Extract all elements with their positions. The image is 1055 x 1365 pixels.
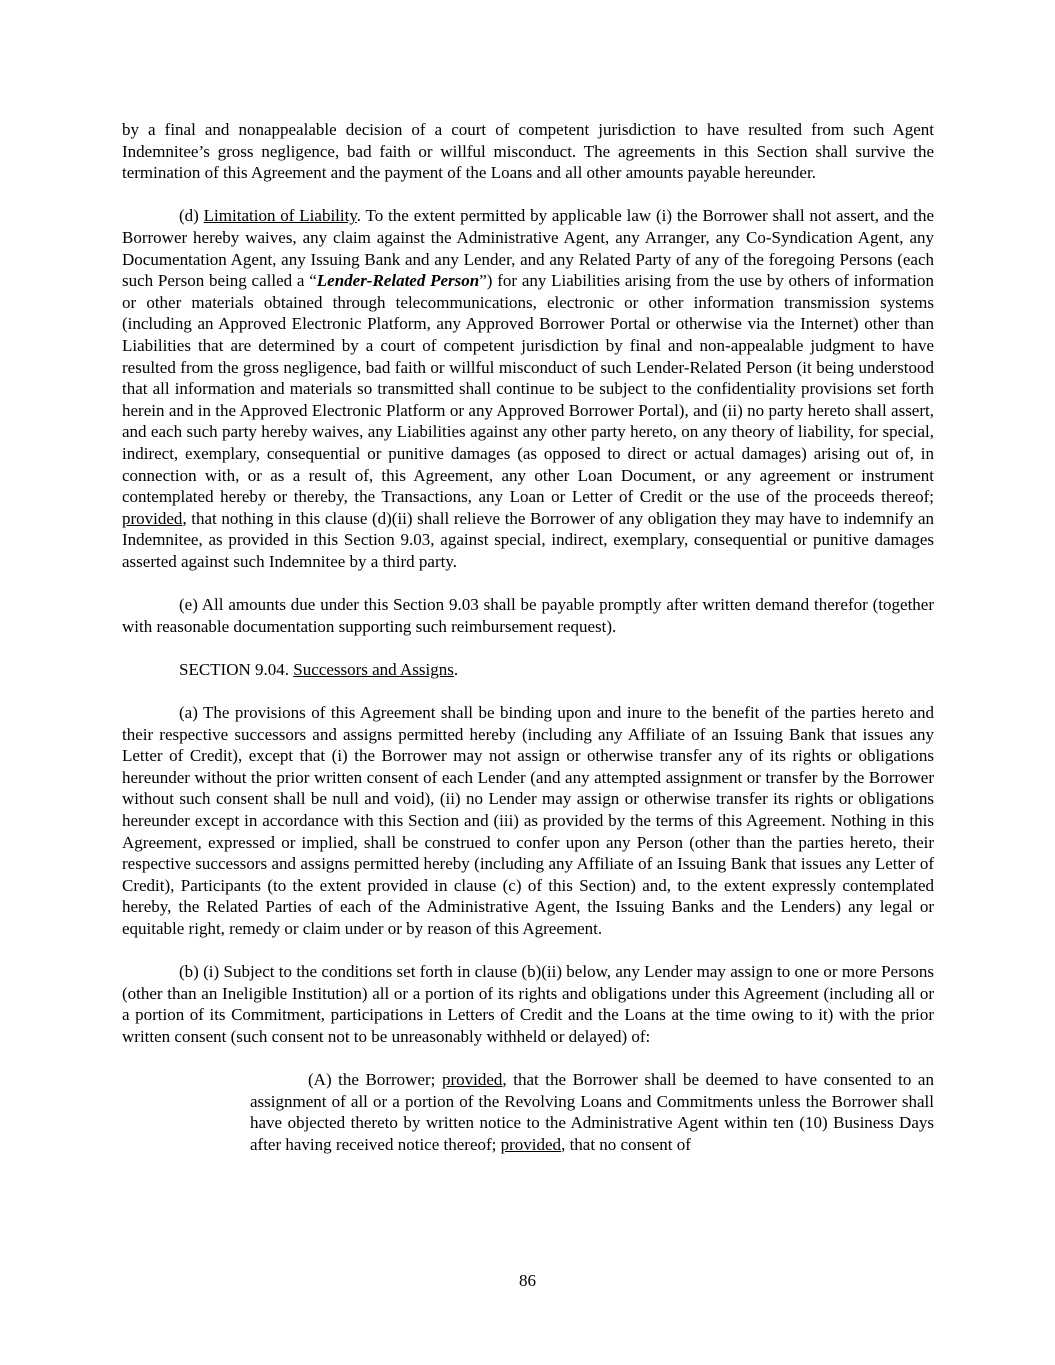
text-run: provided (441, 1070, 503, 1090)
text-run: SECTION 9.04. (179, 659, 294, 679)
section-heading-9-04-successors-and-assigns (122, 659, 934, 681)
paragraph-A-borrower-consent (250, 1069, 934, 1155)
text-run: (A) the Borrower; (308, 1070, 442, 1090)
paragraph-e-amounts-due (122, 594, 934, 637)
text-run: , that no consent of (561, 1134, 691, 1154)
paragraph-b-lender-assignment (122, 961, 934, 1047)
text-run: provided (122, 508, 183, 528)
text-run: by a final and nonappealable decision of a court of competent jurisdiction to have resulted from such Agent Indemnitee’s gross negligence, bad faith or willful misconduct. The agreements in this Section shall survive the termination of this Agreement and the payment of the Loans and all other amounts payable hereunder. (122, 120, 934, 183)
text-run: (e) All amounts due under this Section 9.03 shall be payable promptly after written demand therefor (together with reasonable documentation supporting such reimbursement request). (122, 595, 934, 636)
paragraph-a-provisions-binding (122, 702, 934, 940)
text-run: Limitation of Liability (203, 206, 357, 226)
text-run: ”) for any Liabilities arising from the use by others of information or other materials obtained through telecommunications, electronic or other information transmission systems (including an Approved Electronic Platform, any Approved Borrower Portal or otherwise via the Internet) other than Liabilities that are determined by a court of competent jurisdiction by final and non-appealable judgment to have resulted from the gross negligence, bad faith or willful misconduct of such Lender-Related Person (it being understood that all information and materials so transmitted shall continue to be subject to the confidentiality provisions set forth herein and in the Approved Electronic Platform or any Approved Borrower Portal), and (ii) no party hereto shall assert, and each such party hereby waives, any Liabilities against any other party hereto, on any theory of liability, for special, indirect, exemplary, consequential or punitive damages (as opposed to direct or actual damages) arising out of, in connection with, or as a result of, this Agreement, any other Loan Document, or any agreement or instrument contemplated hereby or thereby, the Transactions, any Loan or Letter of Credit or the use of the proceeds thereof; (122, 271, 934, 507)
text-run: . (453, 659, 459, 679)
text-block (122, 119, 934, 1177)
paragraph-d-limitation-of-liability (122, 205, 934, 572)
text-run: . To the extent permitted by applicable law (i) the Borrower shall not assert, and the Borrower hereby waives, any claim against the Administrative Agent, any Arranger, any Co-Syndication Agent, any Documentation Agent, any Issuing Bank and any Lender, and any Related Party of any of the foregoing Persons (each such Person being called a “ (122, 206, 935, 291)
text-run: Lender-Related Person (316, 271, 480, 291)
page-number: 86 (519, 1271, 536, 1291)
text-run: (d) (179, 206, 204, 226)
text-run: (b) (i) Subject to the conditions set forth in clause (b)(ii) below, any Lender may assign to one or more Persons (other than an Ineligible Institution) all or a portion of its rights and obligations under this Agreement (including all or a portion of its Commitment, participations in Letters of Credit and the Loans at the time owing to it) with the prior written consent (such consent not to be unreasonably withheld or delayed) of: (122, 962, 934, 1046)
text-run: Successors and Assigns (293, 659, 454, 679)
paragraph-agent-indemnitee-continuation (122, 119, 934, 184)
text-run: provided (500, 1134, 562, 1154)
text-run: , that the Borrower shall be deemed to have consented to an assignment of all or a portion of the Revolving Loans and Commitments unless the Borrower shall have objected thereto by written notice to the Administrative Agent within ten (10) Business Days after having received notice thereof; (250, 1070, 934, 1154)
text-run: (a) The provisions of this Agreement shall be binding upon and inure to the benefit of the parties hereto and their respective successors and assigns permitted hereby (including any Affiliate of an Issuing Bank that issues any Letter of Credit), except that (i) the Borrower may not assign or otherwise transfer any of its rights or obligations hereunder without the prior written consent of each Lender (and any attempted assignment or transfer by the Borrower without such consent shall be null and void), (ii) no Lender may assign or otherwise transfer its rights or obligations hereunder except in accordance with this Section and (iii) as provided by the terms of this Agreement. Nothing in this Agreement, expressed or implied, shall be construed to confer upon any Person (other than the parties hereto, their respective successors and assigns permitted hereby (including any Affiliate of an Issuing Bank that issues any Letter of Credit), Participants (to the extent provided in clause (c) of this Section) and, to the extent expressly contemplated hereby, the Related Parties of each of the Administrative Agent, the Issuing Banks and the Lenders) any legal or equitable right, remedy or claim under or by reason of this Agreement. (122, 703, 934, 938)
text-run: , that nothing in this clause (d)(ii) shall relieve the Borrower of any obligation they may have to indemnify an Indemnitee, as provided in this Section 9.03, against special, indirect, exemplary, consequential or punitive damages asserted against such Indemnitee by a third party. (122, 508, 934, 571)
